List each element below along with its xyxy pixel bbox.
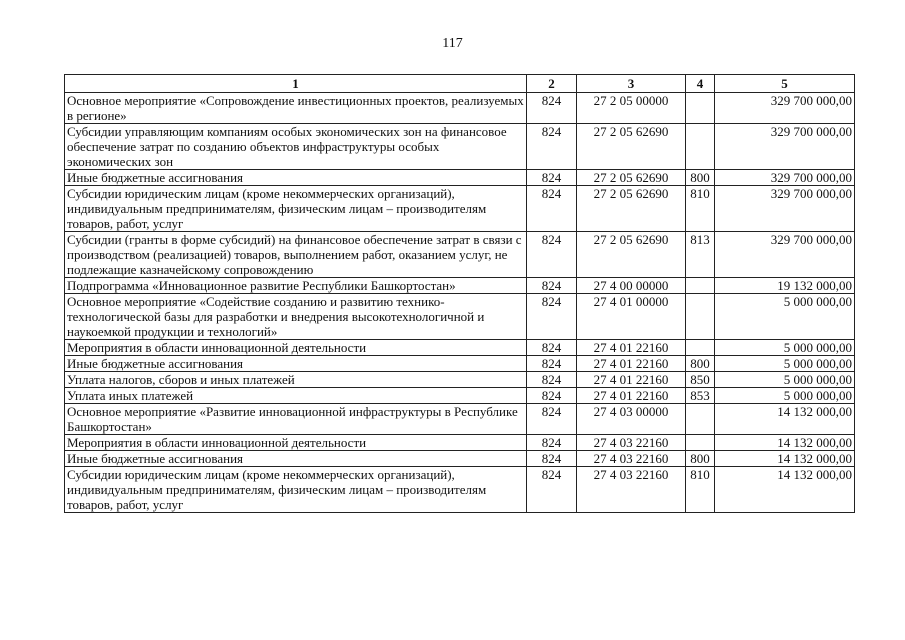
row-code: 27 4 00 00000 xyxy=(577,278,686,294)
row-ministry: 824 xyxy=(527,372,577,388)
row-name: Субсидии юридическим лицам (кроме некоммерческих организаций), индивидуальным предпринимателям, физическим лицам – производителям товаров, работ, услуг xyxy=(65,467,527,513)
budget-table xyxy=(64,74,855,513)
row-name: Уплата налогов, сборов и иных платежей xyxy=(65,372,527,388)
row-ministry: 824 xyxy=(527,124,577,170)
table-row xyxy=(65,232,855,278)
row-type: 813 xyxy=(686,232,715,278)
row-amount: 19 132 000,00 xyxy=(715,278,855,294)
row-name: Уплата иных платежей xyxy=(65,388,527,404)
row-ministry: 824 xyxy=(527,404,577,435)
table-row xyxy=(65,294,855,340)
row-amount: 14 132 000,00 xyxy=(715,404,855,435)
row-ministry: 824 xyxy=(527,435,577,451)
row-amount: 5 000 000,00 xyxy=(715,356,855,372)
row-code: 27 4 03 22160 xyxy=(577,435,686,451)
row-name: Мероприятия в области инновационной деятельности xyxy=(65,435,527,451)
row-code: 27 2 05 62690 xyxy=(577,170,686,186)
row-amount: 5 000 000,00 xyxy=(715,294,855,340)
row-amount: 329 700 000,00 xyxy=(715,186,855,232)
row-amount: 14 132 000,00 xyxy=(715,435,855,451)
row-amount: 5 000 000,00 xyxy=(715,388,855,404)
row-ministry: 824 xyxy=(527,340,577,356)
row-type: 810 xyxy=(686,467,715,513)
table-row xyxy=(65,186,855,232)
row-type: 850 xyxy=(686,372,715,388)
row-amount: 14 132 000,00 xyxy=(715,451,855,467)
row-name: Иные бюджетные ассигнования xyxy=(65,451,527,467)
row-type xyxy=(686,294,715,340)
row-code: 27 4 03 22160 xyxy=(577,467,686,513)
row-ministry: 824 xyxy=(527,93,577,124)
table-row xyxy=(65,372,855,388)
page-number: 117 xyxy=(442,36,463,51)
header-col-4: 4 xyxy=(686,75,715,93)
row-ministry: 824 xyxy=(527,451,577,467)
row-ministry: 824 xyxy=(527,294,577,340)
table-row xyxy=(65,404,855,435)
table-row xyxy=(65,435,855,451)
table-row xyxy=(65,340,855,356)
table-row xyxy=(65,388,855,404)
row-code: 27 4 03 22160 xyxy=(577,451,686,467)
row-code: 27 4 01 22160 xyxy=(577,372,686,388)
row-name: Субсидии управляющим компаниям особых экономических зон на финансовое обеспечение затрат по созданию объектов инфраструктуры особых экономических зон xyxy=(65,124,527,170)
table-row xyxy=(65,170,855,186)
table-row xyxy=(65,467,855,513)
row-name: Основное мероприятие «Содействие созданию и развитию технико-технологической базы для разработки и внедрения высокотехнологичной и наукоемкой продукции и технологий» xyxy=(65,294,527,340)
row-name: Основное мероприятие «Сопровождение инвестиционных проектов, реализуемых в регионе» xyxy=(65,93,527,124)
header-col-3: 3 xyxy=(577,75,686,93)
row-name: Субсидии (гранты в форме субсидий) на финансовое обеспечение затрат в связи с производством (реализацией) товаров, выполнением работ, оказанием услуг, не подлежащие казначейскому сопровождению xyxy=(65,232,527,278)
row-code: 27 4 01 00000 xyxy=(577,294,686,340)
row-amount: 329 700 000,00 xyxy=(715,124,855,170)
row-amount: 5 000 000,00 xyxy=(715,372,855,388)
table-row xyxy=(65,278,855,294)
row-code: 27 4 03 00000 xyxy=(577,404,686,435)
header-col-5: 5 xyxy=(715,75,855,93)
row-type xyxy=(686,93,715,124)
header-col-2: 2 xyxy=(527,75,577,93)
row-amount: 14 132 000,00 xyxy=(715,467,855,513)
row-ministry: 824 xyxy=(527,170,577,186)
row-ministry: 824 xyxy=(527,186,577,232)
row-code: 27 2 05 62690 xyxy=(577,186,686,232)
row-type: 800 xyxy=(686,451,715,467)
row-amount: 329 700 000,00 xyxy=(715,93,855,124)
row-amount: 5 000 000,00 xyxy=(715,340,855,356)
header-col-1: 1 xyxy=(65,75,527,93)
row-type: 800 xyxy=(686,170,715,186)
header-row xyxy=(65,75,855,93)
table-row xyxy=(65,93,855,124)
row-code: 27 2 05 00000 xyxy=(577,93,686,124)
row-type: 800 xyxy=(686,356,715,372)
row-code: 27 4 01 22160 xyxy=(577,356,686,372)
row-type xyxy=(686,124,715,170)
row-code: 27 2 05 62690 xyxy=(577,124,686,170)
row-type xyxy=(686,404,715,435)
row-type: 810 xyxy=(686,186,715,232)
row-name: Субсидии юридическим лицам (кроме некоммерческих организаций), индивидуальным предпринимателям, физическим лицам – производителям товаров, работ, услуг xyxy=(65,186,527,232)
row-name: Иные бюджетные ассигнования xyxy=(65,356,527,372)
row-type xyxy=(686,340,715,356)
table-row xyxy=(65,124,855,170)
row-type xyxy=(686,435,715,451)
row-ministry: 824 xyxy=(527,232,577,278)
row-ministry: 824 xyxy=(527,278,577,294)
row-ministry: 824 xyxy=(527,388,577,404)
row-code: 27 4 01 22160 xyxy=(577,340,686,356)
row-type: 853 xyxy=(686,388,715,404)
row-name: Иные бюджетные ассигнования xyxy=(65,170,527,186)
row-code: 27 4 01 22160 xyxy=(577,388,686,404)
row-amount: 329 700 000,00 xyxy=(715,232,855,278)
row-name: Мероприятия в области инновационной деятельности xyxy=(65,340,527,356)
row-type xyxy=(686,278,715,294)
row-name: Основное мероприятие «Развитие инновационной инфраструктуры в Республике Башкортостан» xyxy=(65,404,527,435)
row-ministry: 824 xyxy=(527,356,577,372)
row-code: 27 2 05 62690 xyxy=(577,232,686,278)
row-amount: 329 700 000,00 xyxy=(715,170,855,186)
row-ministry: 824 xyxy=(527,467,577,513)
table-row xyxy=(65,356,855,372)
table-row xyxy=(65,451,855,467)
row-name: Подпрограмма «Инновационное развитие Республики Башкортостан» xyxy=(65,278,527,294)
